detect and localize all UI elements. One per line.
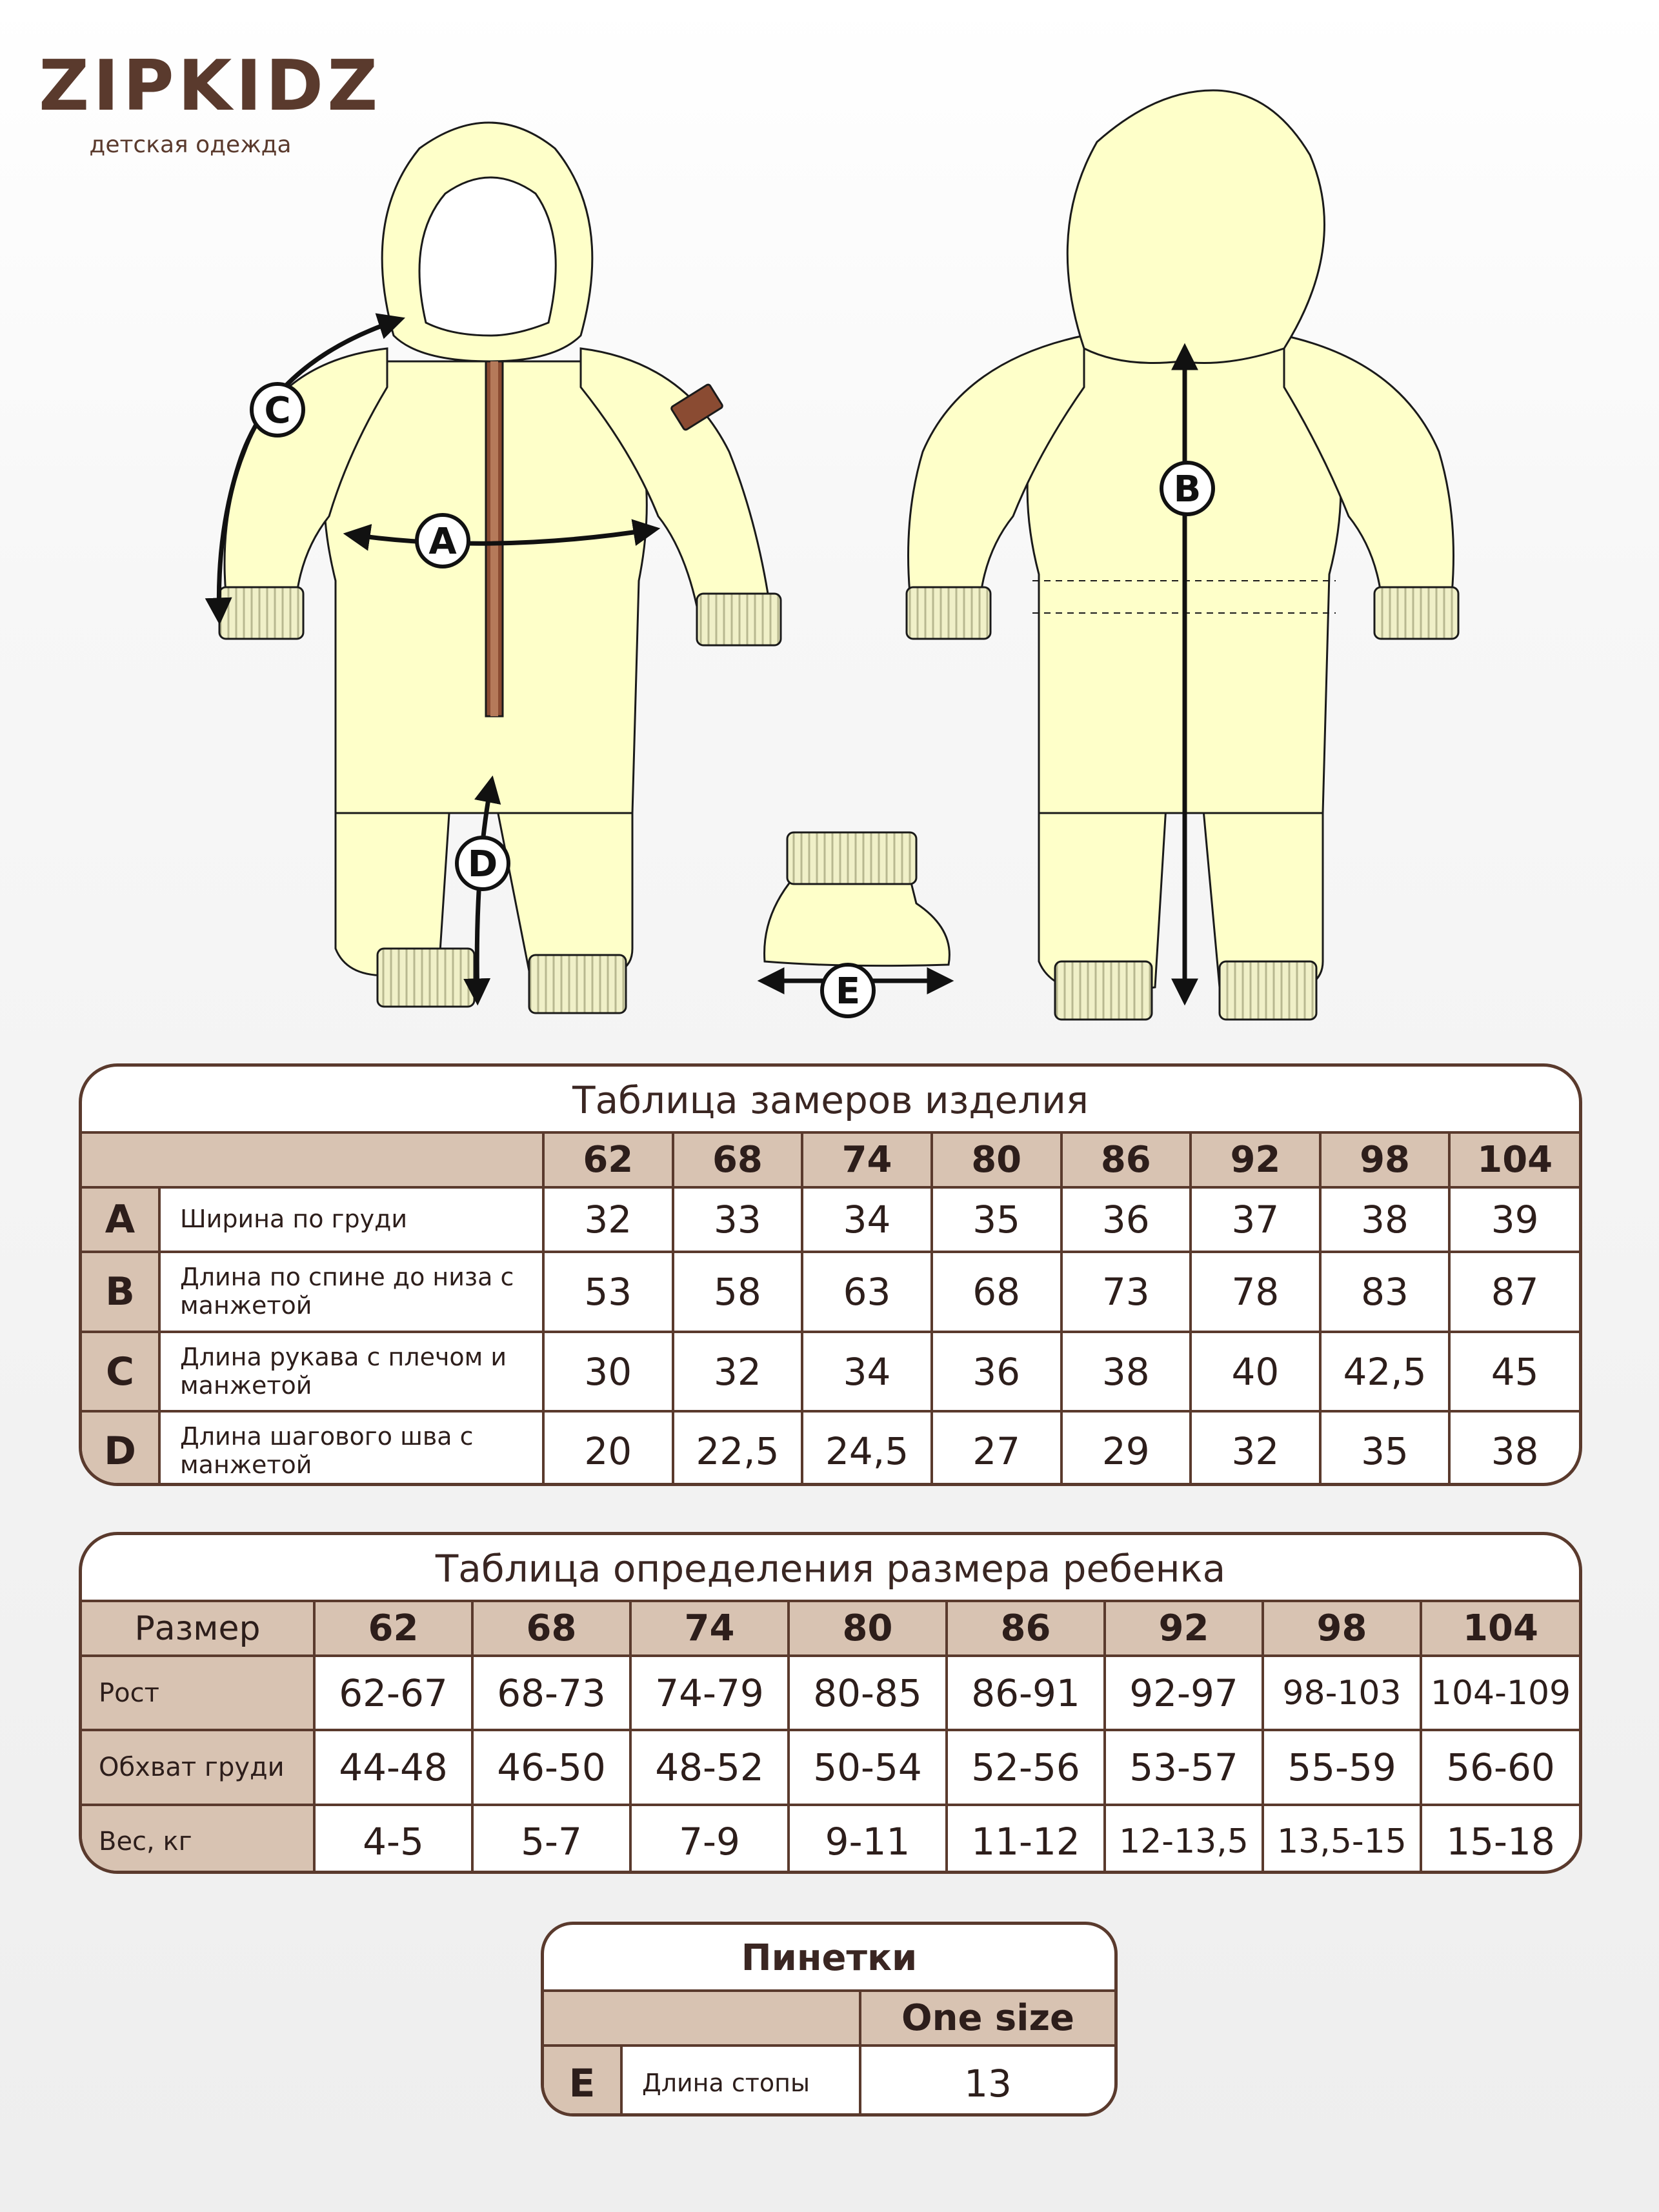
table-cell: 46-50	[472, 1730, 630, 1804]
table-cell: 52-56	[947, 1730, 1105, 1804]
garment-illustration	[0, 0, 1659, 1045]
svg-text:E: E	[835, 970, 861, 1012]
back-right-cuff	[1374, 587, 1458, 639]
table-cell: 104-109	[1421, 1656, 1579, 1730]
table-cell: 20	[543, 1411, 673, 1486]
svg-text:A: A	[428, 521, 457, 563]
brand-logo: ZIPKIDZ	[39, 46, 382, 126]
booties-size-header: One size	[860, 1991, 1114, 2046]
row-letter: E	[544, 2046, 621, 2116]
table-cell: 80-85	[789, 1656, 947, 1730]
booties-table-card	[541, 1922, 1118, 2116]
back-left-leg-cuff	[1055, 961, 1152, 1020]
size-header: 62	[543, 1132, 673, 1187]
size-header: 92	[1105, 1601, 1263, 1656]
table-cell: 78	[1191, 1252, 1320, 1331]
row-label: Вес, кг	[82, 1805, 314, 1874]
row-label: Длина стопы	[621, 2046, 860, 2116]
booties-header-empty	[544, 1991, 860, 2046]
back-right-leg-cuff	[1220, 961, 1316, 1020]
table-row	[82, 1805, 1579, 1874]
size-header: 98	[1263, 1601, 1421, 1656]
row-letter: C	[82, 1332, 159, 1411]
table-row	[82, 1411, 1579, 1486]
size-table-title: Таблица определения размера ребенка	[435, 1547, 1226, 1591]
table-cell: 56-60	[1421, 1730, 1579, 1804]
row-label: Обхват груди	[82, 1730, 314, 1804]
table-cell: 83	[1320, 1252, 1450, 1331]
table-cell: 74-79	[630, 1656, 789, 1730]
table-row	[544, 2046, 1114, 2116]
table-cell: 5-7	[472, 1805, 630, 1874]
table-cell: 62-67	[314, 1656, 472, 1730]
table-cell: 98-103	[1263, 1656, 1421, 1730]
svg-text:D: D	[467, 843, 498, 885]
label-a	[417, 515, 468, 567]
table-row	[82, 1730, 1579, 1804]
table-cell: 40	[1191, 1332, 1320, 1411]
booties-table	[544, 1989, 1114, 2116]
table-row	[82, 1252, 1579, 1331]
table-cell: 15-18	[1421, 1805, 1579, 1874]
table-cell: 73	[1061, 1252, 1191, 1331]
table-cell: 22,5	[673, 1411, 803, 1486]
front-left-cuff	[219, 587, 303, 639]
front-right-leg-cuff	[529, 955, 626, 1013]
brand-tagline: детская одежда	[89, 132, 292, 158]
row-letter: B	[82, 1252, 159, 1331]
label-d	[457, 838, 508, 889]
table-cell: 36	[1061, 1187, 1191, 1252]
measurements-table-title: Таблица замеров изделия	[572, 1078, 1089, 1122]
table-cell: 35	[932, 1187, 1061, 1252]
row-label: Рост	[82, 1656, 314, 1730]
size-header: 74	[630, 1601, 789, 1656]
size-header: 80	[789, 1601, 947, 1656]
table-cell: 35	[1320, 1411, 1450, 1486]
size-header: 80	[932, 1132, 1061, 1187]
table-cell: 32	[1191, 1411, 1320, 1486]
table-cell: 42,5	[1320, 1332, 1450, 1411]
bootie-illustration	[765, 832, 950, 966]
svg-text:B: B	[1173, 468, 1202, 510]
measurements-table-card	[79, 1063, 1582, 1486]
row-letter: D	[82, 1411, 159, 1486]
table-cell: 53	[543, 1252, 673, 1331]
table-cell: 33	[673, 1187, 803, 1252]
size-header: 68	[472, 1601, 630, 1656]
back-hood	[1067, 90, 1324, 363]
table-cell: 58	[673, 1252, 803, 1331]
size-table	[82, 1600, 1579, 1874]
front-right-cuff	[697, 594, 781, 645]
table-cell: 13,5-15	[1263, 1805, 1421, 1874]
table-cell: 50-54	[789, 1730, 947, 1804]
measurements-header-row	[82, 1132, 1579, 1187]
table-cell: 68	[932, 1252, 1061, 1331]
table-cell: 12-13,5	[1105, 1805, 1263, 1874]
table-cell: 34	[802, 1187, 932, 1252]
svg-text:C: C	[264, 390, 291, 432]
table-cell: 86-91	[947, 1656, 1105, 1730]
back-left-cuff	[907, 587, 990, 639]
size-header: 92	[1191, 1132, 1320, 1187]
table-cell: 38	[1320, 1187, 1450, 1252]
table-cell: 36	[932, 1332, 1061, 1411]
table-cell: 32	[673, 1332, 803, 1411]
size-header: 86	[1061, 1132, 1191, 1187]
front-left-leg-cuff	[377, 949, 474, 1007]
table-row	[82, 1187, 1579, 1252]
table-cell: 44-48	[314, 1730, 472, 1804]
size-header-label: Размер	[82, 1601, 314, 1656]
size-header: 86	[947, 1601, 1105, 1656]
label-c	[252, 384, 303, 436]
table-cell: 9-11	[789, 1805, 947, 1874]
table-cell: 55-59	[1263, 1730, 1421, 1804]
size-header: 104	[1421, 1601, 1579, 1656]
table-cell: 63	[802, 1252, 932, 1331]
row-letter: A	[82, 1187, 159, 1252]
table-cell: 39	[1449, 1187, 1579, 1252]
size-table-card	[79, 1532, 1582, 1874]
table-cell: 38	[1061, 1332, 1191, 1411]
label-e	[822, 965, 874, 1016]
size-header: 98	[1320, 1132, 1450, 1187]
table-cell: 48-52	[630, 1730, 789, 1804]
row-label: Длина рукава с плечом и манжетой	[159, 1332, 543, 1411]
table-cell: 45	[1449, 1332, 1579, 1411]
booties-table-title: Пинетки	[741, 1937, 918, 1979]
label-b	[1161, 463, 1213, 514]
table-cell: 27	[932, 1411, 1061, 1486]
table-cell: 68-73	[472, 1656, 630, 1730]
table-cell: 4-5	[314, 1805, 472, 1874]
table-row	[82, 1656, 1579, 1730]
table-cell: 87	[1449, 1252, 1579, 1331]
table-cell: 92-97	[1105, 1656, 1263, 1730]
size-header: 74	[802, 1132, 932, 1187]
table-cell: 53-57	[1105, 1730, 1263, 1804]
table-row	[82, 1332, 1579, 1411]
size-header-row	[82, 1601, 1579, 1656]
size-header: 62	[314, 1601, 472, 1656]
measurements-table	[82, 1131, 1579, 1486]
table-cell: 37	[1191, 1187, 1320, 1252]
table-cell: 7-9	[630, 1805, 789, 1874]
table-cell: 38	[1449, 1411, 1579, 1486]
booties-header-row	[544, 1991, 1114, 2046]
size-header: 68	[673, 1132, 803, 1187]
row-label: Длина шагового шва с манжетой	[159, 1411, 543, 1486]
table-cell: 11-12	[947, 1805, 1105, 1874]
size-header: 104	[1449, 1132, 1579, 1187]
table-cell: 32	[543, 1187, 673, 1252]
table-cell: 34	[802, 1332, 932, 1411]
table-cell: 30	[543, 1332, 673, 1411]
table-cell: 24,5	[802, 1411, 932, 1486]
table-cell: 29	[1061, 1411, 1191, 1486]
row-label: Длина по спине до низа с манжетой	[159, 1252, 543, 1331]
measurements-header-empty	[82, 1132, 543, 1187]
table-cell: 13	[860, 2046, 1114, 2116]
row-label: Ширина по груди	[159, 1187, 543, 1252]
